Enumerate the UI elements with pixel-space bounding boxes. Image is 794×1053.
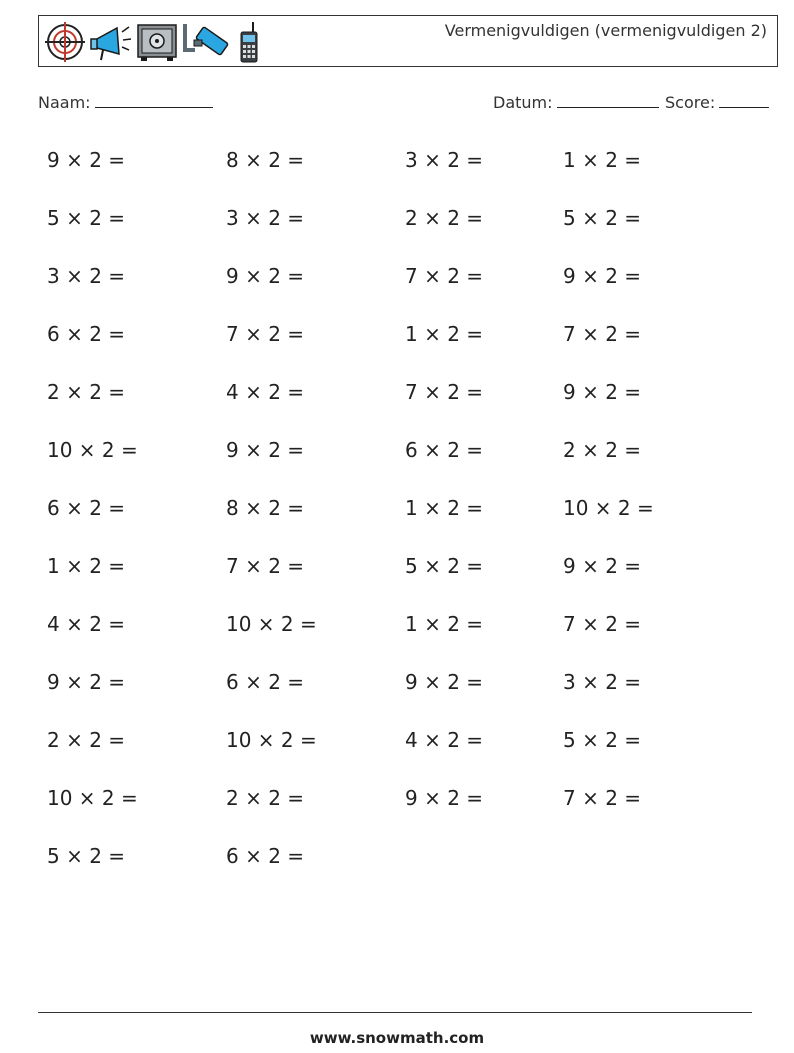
problem-item: 5 × 2 = (47, 206, 126, 230)
problem-item: 10 × 2 = (47, 786, 138, 810)
problem-item: 7 × 2 = (226, 554, 305, 578)
megaphone-icon (89, 20, 133, 64)
problem-item: 9 × 2 = (47, 148, 126, 172)
problem-item: 7 × 2 = (405, 264, 484, 288)
footer-website: www.snowmath.com (309, 1029, 485, 1047)
safe-icon (135, 20, 179, 64)
problem-item: 3 × 2 = (405, 148, 484, 172)
problem-item: 4 × 2 = (405, 728, 484, 752)
problem-item: 1 × 2 = (405, 322, 484, 346)
problem-item: 8 × 2 = (226, 496, 305, 520)
problem-item: 9 × 2 = (405, 786, 484, 810)
problem-item: 1 × 2 = (405, 612, 484, 636)
score-blank[interactable] (719, 93, 769, 108)
footer-divider (38, 1012, 752, 1013)
name-field (38, 93, 213, 112)
problem-item: 10 × 2 = (226, 612, 317, 636)
problem-item: 2 × 2 = (47, 728, 126, 752)
problem-item: 9 × 2 = (563, 554, 642, 578)
problem-item: 10 × 2 = (563, 496, 654, 520)
problem-item: 3 × 2 = (47, 264, 126, 288)
problem-item: 9 × 2 = (226, 264, 305, 288)
problem-item: 4 × 2 = (226, 380, 305, 404)
problem-item: 1 × 2 = (405, 496, 484, 520)
problem-item: 9 × 2 = (405, 670, 484, 694)
problem-item: 4 × 2 = (47, 612, 126, 636)
problem-item: 5 × 2 = (563, 206, 642, 230)
date-field (493, 93, 659, 112)
walkie-talkie-icon (233, 20, 263, 64)
problem-item: 2 × 2 = (47, 380, 126, 404)
problem-item: 7 × 2 = (226, 322, 305, 346)
score-field (665, 93, 769, 112)
date-blank[interactable] (557, 93, 659, 108)
problem-item: 6 × 2 = (47, 496, 126, 520)
problem-item: 7 × 2 = (405, 380, 484, 404)
problem-item: 1 × 2 = (563, 148, 642, 172)
problem-item: 9 × 2 = (563, 264, 642, 288)
problem-item: 7 × 2 = (563, 786, 642, 810)
header-icons (43, 20, 263, 64)
problem-item: 3 × 2 = (563, 670, 642, 694)
name-blank[interactable] (95, 93, 213, 108)
problem-item: 7 × 2 = (563, 322, 642, 346)
problem-item: 2 × 2 = (226, 786, 305, 810)
problem-item: 1 × 2 = (47, 554, 126, 578)
date-label: Datum: (493, 93, 553, 112)
problem-item: 2 × 2 = (563, 438, 642, 462)
name-label: Naam: (38, 93, 91, 112)
problem-item: 9 × 2 = (47, 670, 126, 694)
problem-item: 6 × 2 = (47, 322, 126, 346)
problem-item: 2 × 2 = (405, 206, 484, 230)
header-box (38, 15, 778, 67)
score-label: Score: (665, 93, 716, 112)
problem-item: 7 × 2 = (563, 612, 642, 636)
crosshair-icon (43, 20, 87, 64)
problem-item: 5 × 2 = (563, 728, 642, 752)
problem-item: 3 × 2 = (226, 206, 305, 230)
problem-item: 6 × 2 = (405, 438, 484, 462)
problem-item: 8 × 2 = (226, 148, 305, 172)
worksheet-title: Vermenigvuldigen (vermenigvuldigen 2) (444, 21, 767, 40)
problem-item: 10 × 2 = (226, 728, 317, 752)
problem-item: 9 × 2 = (226, 438, 305, 462)
problem-item: 9 × 2 = (563, 380, 642, 404)
problem-item: 6 × 2 = (226, 844, 305, 868)
security-camera-icon (181, 20, 231, 64)
problem-item: 5 × 2 = (405, 554, 484, 578)
problem-item: 10 × 2 = (47, 438, 138, 462)
problem-item: 5 × 2 = (47, 844, 126, 868)
problem-item: 6 × 2 = (226, 670, 305, 694)
